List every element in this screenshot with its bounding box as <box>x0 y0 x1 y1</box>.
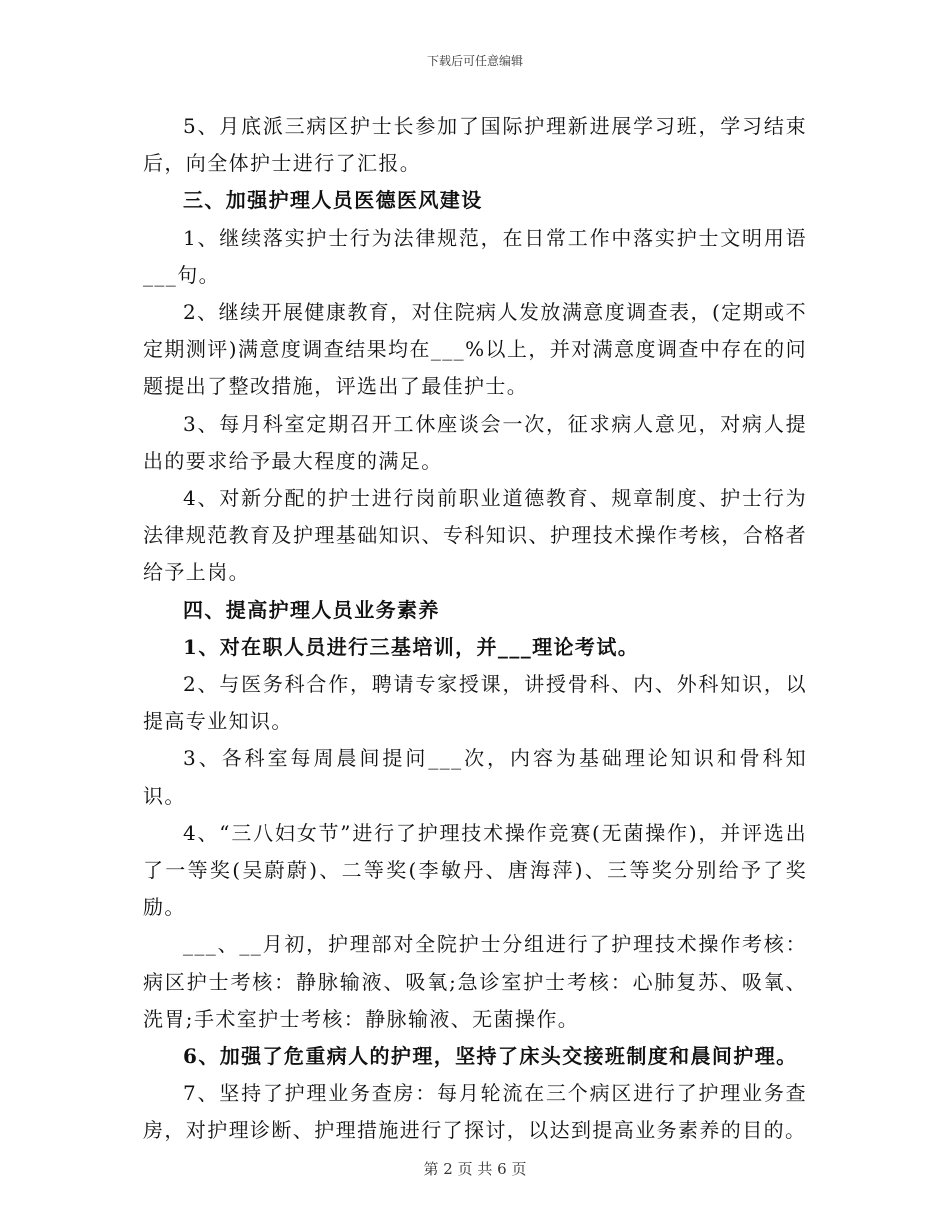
paragraph-1: 5、月底派三病区护士长参加了国际护理新进展学习班，学习结束后，向全体护士进行了汇报。 <box>143 114 807 176</box>
document-body <box>143 108 807 1150</box>
paragraph-13: 6、加强了危重病人的护理，坚持了床头交接班制度和晨间护理。 <box>183 1044 798 1069</box>
paragraph-9: 2、与医务科合作，聘请专家授课，讲授骨科、内、外科知识，以提高专业知识。 <box>143 672 807 734</box>
paragraph-6: 4、对新分配的护士进行岗前职业道德教育、规章制度、护士行为法律规范教育及护理基础知识、专科知识、护理技术操作考核，合格者给予上岗。 <box>143 486 807 585</box>
paragraph-4: 2、继续开展健康教育，对住院病人发放满意度调查表，(定期或不定期测评)满意度调查结果均在___%以上，并对满意度调查中存在的问题提出了整改措施，评选出了最佳护士。 <box>143 300 807 399</box>
paragraph-12: ___、__月初，护理部对全院护士分组进行了护理技术操作考核：病区护士考核：静脉输液、吸氧;急诊室护士考核：心肺复苏、吸氧、洗胃;手术室护士考核：静脉输液、无菌操作。 <box>143 932 807 1031</box>
paragraph-5: 3、每月科室定期召开工休座谈会一次，征求病人意见，对病人提出的要求给予最大程度的满足。 <box>143 411 807 473</box>
page-footer: 第 2 页 共 6 页 <box>423 1160 527 1178</box>
page-header: 下载后可任意编辑 <box>426 54 523 68</box>
paragraph-11: 4、“三八妇女节”进行了护理技术操作竞赛(无菌操作)，并评选出了一等奖(吴蔚蔚)、二等奖(李敏丹、唐海萍)、三等奖分别给予了奖励。 <box>143 820 807 920</box>
section-heading-4: 四、提高护理人员业务素养 <box>183 597 440 622</box>
paragraph-14: 7、坚持了护理业务查房：每月轮流在三个病区进行了护理业务查房，对护理诊断、护理措施进行了探讨，以达到提高业务素养的目的。 <box>143 1081 807 1143</box>
section-heading-3: 三、加强护理人员医德医风建设 <box>183 188 483 213</box>
paragraph-8: 1、对在职人员进行三基培训，并___理论考试。 <box>183 634 640 659</box>
paragraph-3: 1、继续落实护士行为法律规范，在日常工作中落实护士文明用语___句。 <box>143 225 807 287</box>
paragraph-10: 3、各科室每周晨间提问___次，内容为基础理论知识和骨科知识。 <box>143 746 807 808</box>
